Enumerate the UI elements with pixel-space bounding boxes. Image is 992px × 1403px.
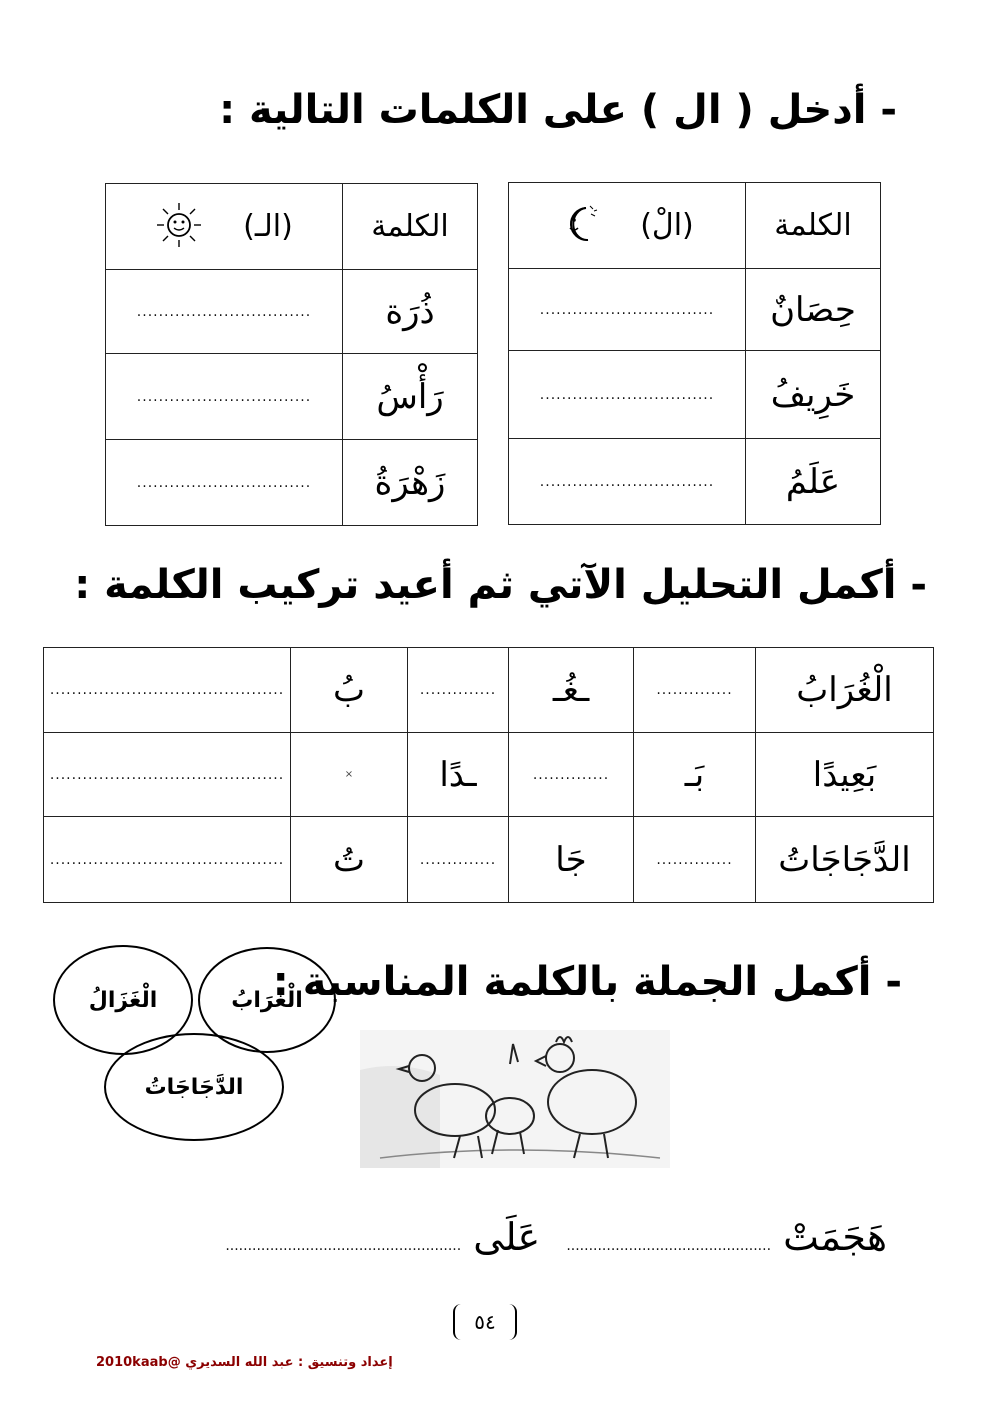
- word-cell: زَهْرَةُ: [343, 440, 478, 526]
- analysis-part[interactable]: ..............: [509, 733, 634, 817]
- analysis-result[interactable]: ...........................................: [44, 817, 291, 903]
- sentence-blank-subject[interactable]: ..............................................: [566, 1238, 772, 1254]
- analysis-part-empty: ×: [291, 733, 408, 817]
- sentence-verb: هَجَمَتْ: [783, 1215, 887, 1259]
- table-moon-letters: [508, 182, 881, 525]
- header-al: [106, 184, 343, 270]
- analysis-part[interactable]: ..............: [408, 648, 509, 733]
- answer-blank[interactable]: ................................: [106, 354, 343, 440]
- chickens-attack-illustration: [360, 1030, 670, 1168]
- analysis-part: بَـ: [634, 733, 756, 817]
- footer-credit: إعداد وتنسيق : عبد الله السديري @2010kaab: [96, 1355, 393, 1370]
- analysis-word: بَعِيدًا: [756, 733, 934, 817]
- analysis-part[interactable]: ..............: [408, 817, 509, 903]
- option-chickens[interactable]: الدَّجَاجَاتُ: [104, 1033, 284, 1141]
- analysis-part[interactable]: ..............: [634, 817, 756, 903]
- analysis-result[interactable]: ...........................................: [44, 648, 291, 733]
- header-al: [509, 183, 746, 269]
- sentence-blank-object[interactable]: .....................................................: [225, 1238, 462, 1254]
- page-number: ٥٤: [453, 1304, 517, 1340]
- analysis-part: جَا: [509, 817, 634, 903]
- section1-heading: - أدخل ( ال ) على الكلمات التالية :: [219, 87, 897, 133]
- analysis-part: تُ: [291, 817, 408, 903]
- section2-heading: - أكمل التحليل الآتي ثم أعيد تركيب الكلمة :: [74, 562, 927, 608]
- analysis-word: الْغُرَابُ: [756, 648, 934, 733]
- word-cell: حِصَانٌ: [746, 269, 881, 351]
- analysis-part[interactable]: ..............: [634, 648, 756, 733]
- analysis-word: الدَّجَاجَاتُ: [756, 817, 934, 903]
- sun-icon: [155, 201, 203, 253]
- analysis-part: ـدًا: [408, 733, 509, 817]
- word-cell: خَرِيفُ: [746, 351, 881, 439]
- table-sun-letters: [105, 183, 478, 526]
- answer-blank[interactable]: ................................: [509, 439, 746, 525]
- option-gazelle[interactable]: الْغَزَالُ: [53, 945, 193, 1055]
- answer-blank[interactable]: ................................: [106, 440, 343, 526]
- header-al-label: (الْ): [640, 208, 694, 243]
- analysis-result[interactable]: ...........................................: [44, 733, 291, 817]
- word-cell: ذُرَة: [343, 270, 478, 354]
- sentence-preposition: عَلَى: [473, 1215, 541, 1259]
- answer-blank[interactable]: ................................: [509, 351, 746, 439]
- header-word: الكلمة: [343, 184, 478, 270]
- analysis-part: بُ: [291, 648, 408, 733]
- section3-heading: - أكمل الجملة بالكلمة المناسبة :: [272, 959, 902, 1005]
- analysis-part: ـغُـ: [509, 648, 634, 733]
- header-al-label: (الـ): [243, 209, 293, 244]
- analysis-table: [43, 647, 934, 903]
- option-crow[interactable]: الْغُرَابُ: [198, 947, 336, 1053]
- answer-blank[interactable]: ................................: [106, 270, 343, 354]
- word-cell: رَأْسُ: [343, 354, 478, 440]
- moon-icon: [560, 202, 600, 250]
- answer-blank[interactable]: ................................: [509, 269, 746, 351]
- header-word: الكلمة: [746, 183, 881, 269]
- sentence: [225, 1215, 887, 1259]
- word-cell: عَلَمُ: [746, 439, 881, 525]
